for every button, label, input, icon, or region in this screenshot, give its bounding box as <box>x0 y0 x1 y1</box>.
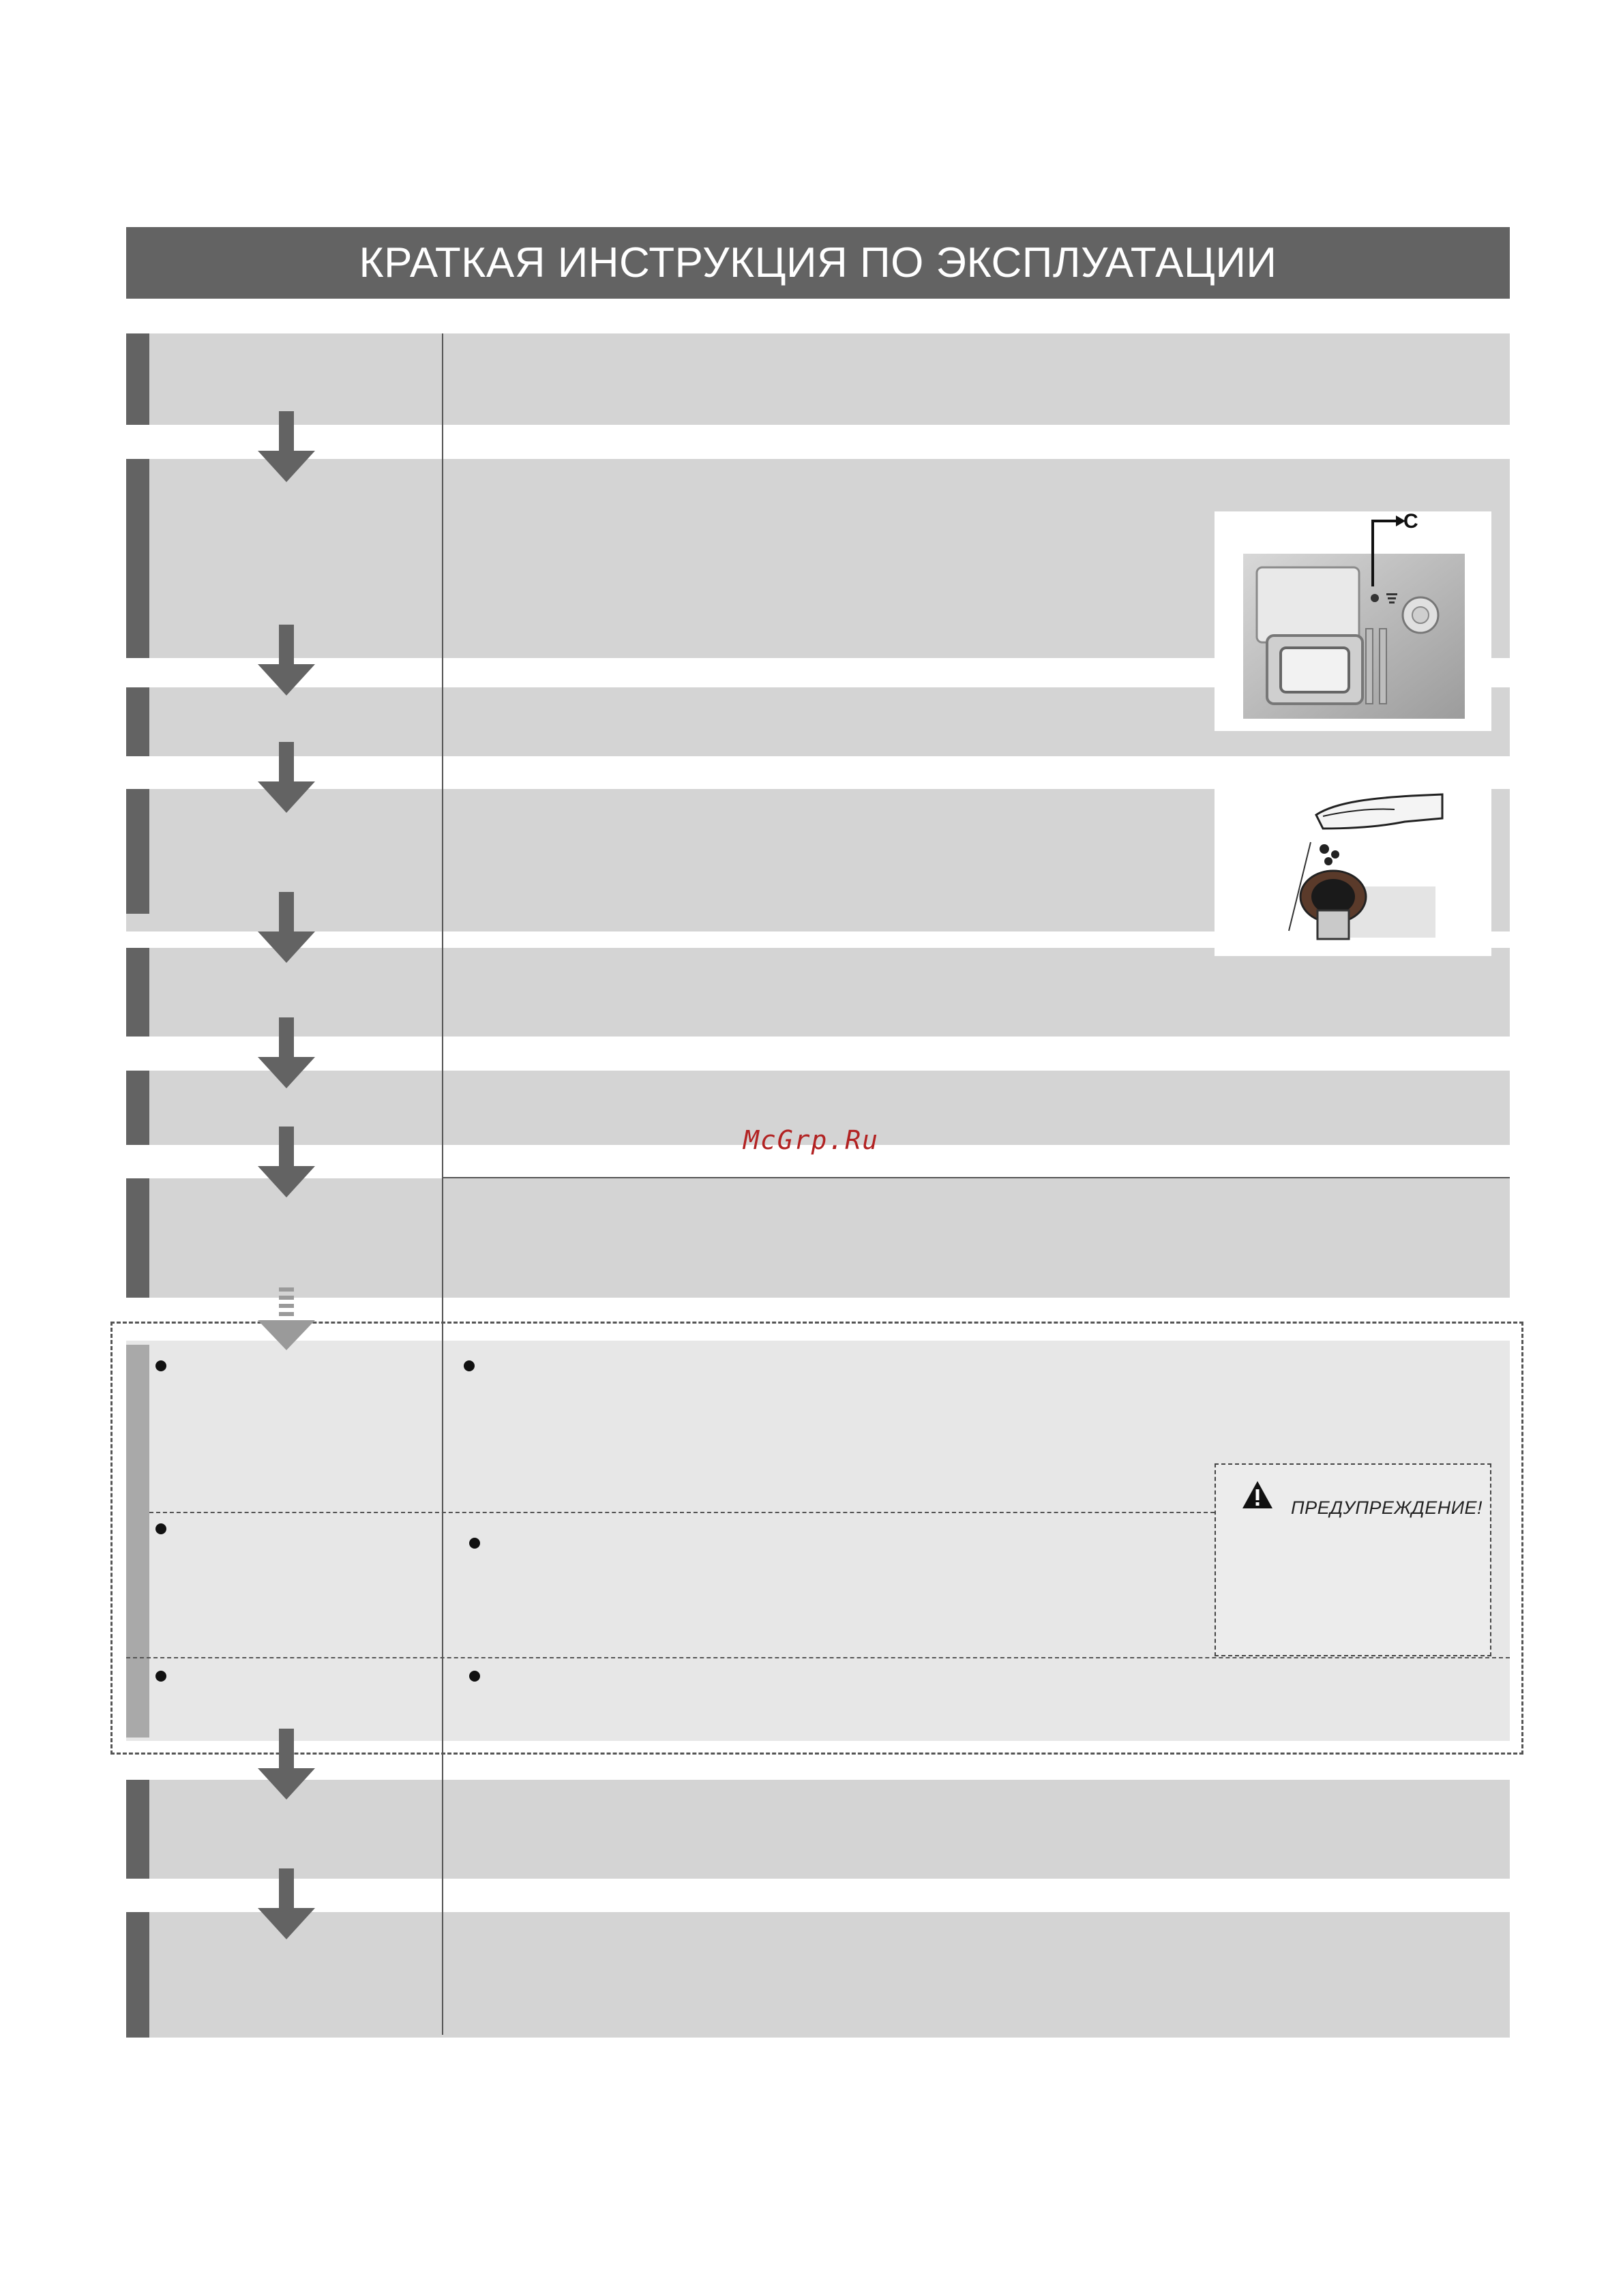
callout-label: C <box>1403 510 1418 533</box>
step-tab-6 <box>126 1071 149 1145</box>
warning-icon <box>1241 1480 1274 1510</box>
bullet <box>469 1671 480 1682</box>
down-arrow-icon <box>258 1868 315 1939</box>
step-tab-3 <box>126 687 149 756</box>
step-tab-4 <box>126 789 149 914</box>
step-tab-7 <box>126 1178 149 1298</box>
step-row-8 <box>126 1780 1510 1879</box>
options-divider-1 <box>149 1512 1215 1513</box>
bullet <box>155 1360 166 1371</box>
down-arrow-icon <box>258 1729 315 1800</box>
page-title: КРАТКАЯ ИНСТРУКЦИЯ ПО ЭКСПЛУАТАЦИИ <box>126 227 1510 299</box>
watermark: McGrp.Ru <box>743 1125 880 1155</box>
step-tab-1 <box>126 333 149 425</box>
bullet <box>155 1671 166 1682</box>
down-arrow-icon <box>258 625 315 696</box>
down-arrow-icon <box>258 892 315 963</box>
callout-pointer-icon <box>1366 513 1407 588</box>
step-row-9 <box>126 1912 1510 2038</box>
down-arrow-icon <box>258 742 315 813</box>
options-divider-2 <box>126 1657 1510 1658</box>
step-row-7 <box>126 1178 1510 1298</box>
step-row-1 <box>126 333 1510 425</box>
warning-label: ПРЕДУПРЕЖДЕНИЕ! <box>1291 1497 1483 1518</box>
down-arrow-icon <box>258 1017 315 1088</box>
step-tab-8 <box>126 1780 149 1879</box>
filter-removal-illustration <box>1275 774 1446 944</box>
down-arrow-icon <box>258 1127 315 1197</box>
bullet <box>155 1523 166 1534</box>
bullet <box>469 1538 480 1549</box>
row-7-top-rule <box>442 1177 1510 1178</box>
step-row-5 <box>126 948 1510 1037</box>
step-tab-9 <box>126 1912 149 2038</box>
step-tab-2 <box>126 459 149 658</box>
down-arrow-icon <box>258 411 315 482</box>
step-tab-5 <box>126 948 149 1037</box>
detergent-dispenser-illustration <box>1243 554 1465 719</box>
bullet <box>464 1360 475 1371</box>
dashed-down-arrow-icon <box>258 1287 315 1358</box>
column-divider <box>442 333 443 2035</box>
